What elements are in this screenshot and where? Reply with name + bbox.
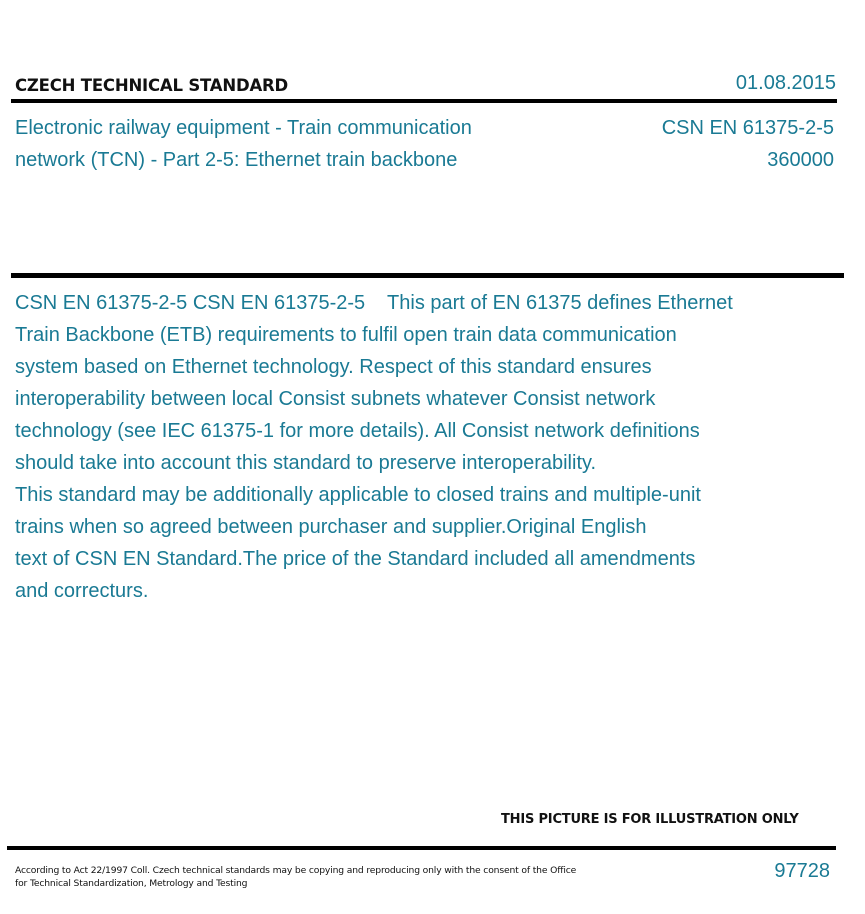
standard-title-line: Electronic railway equipment - Train communication [15, 117, 472, 139]
illustration-disclaimer: THIS PICTURE IS FOR ILLUSTRATION ONLY [501, 812, 799, 827]
footer-divider [7, 846, 836, 850]
description-line: and correcturs. [15, 580, 149, 602]
legal-notice-line: for Technical Standardization, Metrology and Testing [15, 878, 248, 889]
document-type-title: CZECH TECHNICAL STANDARD [15, 76, 289, 95]
standard-title-line: network (TCN) - Part 2-5: Ethernet train backbone [15, 149, 458, 171]
standard-identifiers [662, 112, 834, 176]
description-line: text of CSN EN Standard.The price of the Standard included all amendments [15, 548, 696, 570]
catalog-number: 97728 [774, 860, 830, 882]
class-number: 360000 [767, 149, 834, 171]
legal-notice [15, 864, 576, 890]
legal-notice-line: According to Act 22/1997 Coll. Czech technical standards may be copying and reproducing only with the consent of the Office [15, 865, 577, 876]
standard-title [15, 112, 575, 176]
description-line: trains when so agreed between purchaser and supplier.Original English [15, 516, 647, 538]
publication-date: 01.08.2015 [735, 72, 836, 94]
standard-description [15, 287, 845, 607]
description-line: interoperability between local Consist subnets whatever Consist network [15, 388, 656, 410]
description-line: This standard may be additionally applicable to closed trains and multiple-unit [15, 484, 701, 506]
description-line: Train Backbone (ETB) requirements to fulfil open train data communication [15, 324, 677, 346]
section-divider [11, 273, 844, 278]
description-line: technology (see IEC 61375-1 for more details). All Consist network definitions [15, 420, 700, 442]
description-line: should take into account this standard to preserve interoperability. [15, 452, 597, 474]
description-line: system based on Ethernet technology. Respect of this standard ensures [15, 356, 652, 378]
standard-code: CSN EN 61375-2-5 [661, 117, 834, 139]
header-divider [11, 99, 837, 103]
description-line: CSN EN 61375-2-5 CSN EN 61375-2-5 This part of EN 61375 defines Ethernet [15, 292, 733, 314]
